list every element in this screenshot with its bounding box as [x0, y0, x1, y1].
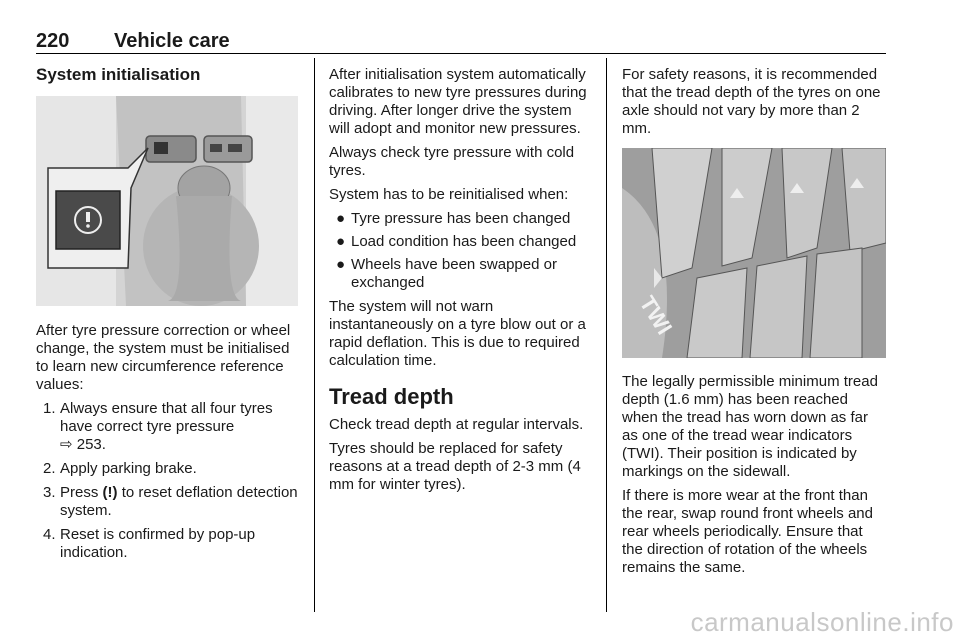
tread-depth-heading: Tread depth [329, 384, 454, 409]
step-text: Reset is confirmed by pop-up indication. [60, 526, 256, 561]
console-drawing [36, 96, 298, 306]
condition-item: ● Tyre pressure has been changed [336, 210, 571, 227]
step-item [36, 460, 304, 478]
cold-tyres-paragraph: Always check tyre pressure with cold tyres. [329, 144, 575, 179]
console-illustration [36, 96, 298, 306]
reinitialise-conditions-list [329, 210, 594, 292]
page-ref-arrow-icon[interactable]: ⇨ [60, 436, 73, 453]
page-ref-link[interactable]: 253. [76, 436, 106, 453]
intro-paragraph: After tyre pressure correction or wheel change, the system must be initialised to learn new circumference reference values: [36, 322, 291, 393]
column-2-text [329, 66, 594, 500]
legal-minimum-paragraph: The legally permissible minimum tread depth (1.6 mm) has been reached when the tread has worn down as far as one of the tread wear indicators (TWI). Their position is indicated by markings on the sidewall. [622, 373, 878, 480]
bullet-icon: ● [336, 256, 346, 273]
page-number: 220 [36, 30, 70, 52]
no-instant-warning-paragraph: The system will not warn instantaneously on a tyre blow out or a rapid deflation. This is due to required calculation time. [329, 298, 586, 369]
tread-drawing [622, 148, 886, 358]
column-3-bottom-text [622, 373, 887, 583]
step-number: 1. [43, 400, 56, 417]
step-item [36, 526, 304, 562]
step-text: to reset deflation detection system. [60, 484, 298, 519]
condition-item: ● Wheels have been swapped or exchanged [336, 256, 557, 291]
tyre-tread-illustration [622, 148, 886, 358]
tyre-pressure-warning-icon: (!) [102, 484, 118, 501]
column-divider-1 [314, 58, 315, 612]
column-1-text [36, 322, 304, 568]
page-header [36, 30, 886, 52]
check-tread-paragraph: Check tread depth at regular intervals. [329, 416, 584, 433]
bullet-icon: ● [336, 233, 346, 250]
step-number: 2. [43, 460, 56, 477]
system-initialisation-heading: System initialisation [36, 65, 201, 84]
twi-marking: TWI [634, 291, 678, 339]
bullet-icon: ● [336, 210, 346, 227]
step-text: Apply parking brake. [60, 460, 197, 477]
wheel-swap-paragraph: If there is more wear at the front than the rear, swap round front wheels and rear wheels periodically. Ensure that the direction of rotation of the wheels remains the same. [622, 487, 873, 576]
watermark: carmanualsonline.info [690, 607, 954, 637]
step-text: Always ensure that all four tyres have correct tyre pressure [60, 400, 273, 435]
section-title: Vehicle care [114, 30, 230, 52]
header-rule [36, 53, 886, 54]
column-3-top-text [622, 66, 887, 144]
init-steps-list [36, 400, 304, 562]
column-divider-2 [606, 58, 607, 612]
step-item [36, 400, 304, 454]
step-number: 4. [43, 526, 56, 543]
axle-recommendation-paragraph: For safety reasons, it is recommended that the tread depth of the tyres on one axle should not vary by more than 2 mm. [622, 66, 881, 137]
step-item [36, 484, 304, 520]
reinitialise-intro: System has to be reinitialised when: [329, 186, 569, 203]
calibration-paragraph: After initialisation system automatically calibrates to new tyre pressures during driving. After longer drive the system will adopt and monitor new pressures. [329, 66, 587, 137]
step-number: 3. [43, 484, 56, 501]
replace-tyres-paragraph: Tyres should be replaced for safety reasons at a tread depth of 2-3 mm (4 mm for winter tyres). [329, 440, 581, 493]
step-text: Press [60, 484, 99, 501]
condition-item: ● Load condition has been changed [336, 233, 577, 250]
